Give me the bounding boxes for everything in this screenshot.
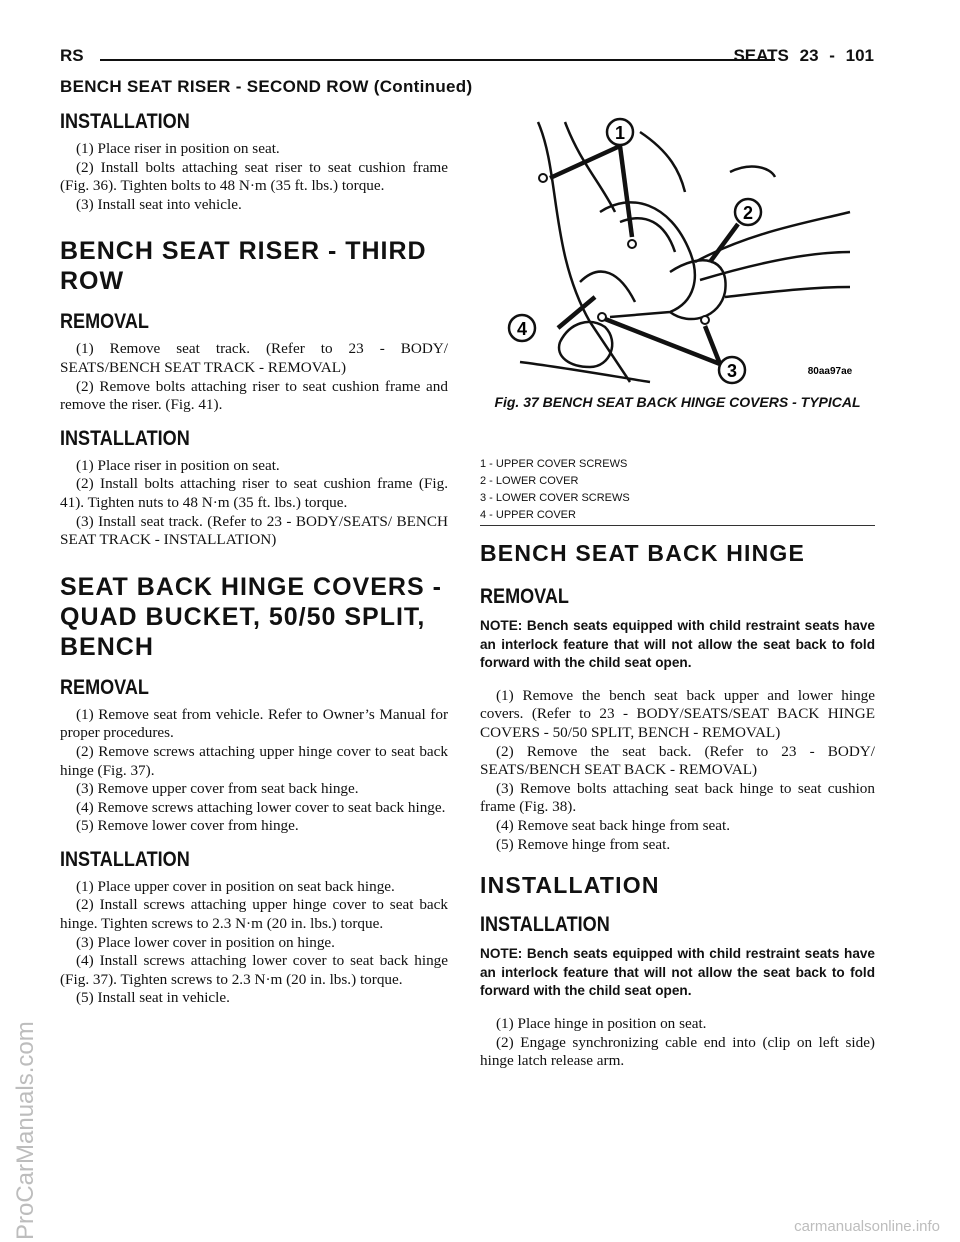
step: (3) Place lower cover in position on hinge. <box>76 933 335 951</box>
note-1: NOTE: Bench seats equipped with child restraint seats have an interlock feature that will not allow the seat back to fold forward with the child seat open. <box>480 618 875 671</box>
step: (1) Remove seat track. (Refer to 23 - BODY/ SEATS/BENCH SEAT TRACK - REMOVAL) <box>60 340 448 376</box>
header-section-code: RS <box>60 46 84 65</box>
figure-code: 80aa97ae <box>807 366 853 377</box>
hinge-cover-illustration <box>516 112 853 394</box>
continued-title: BENCH SEAT RISER - SECOND ROW (Continued) <box>60 77 473 96</box>
step: (4) Remove screws attaching lower cover to seat back hinge. <box>76 798 446 816</box>
hinge-installation-heading: INSTALLATION <box>480 913 610 937</box>
legend-item: 2 - LOWER COVER <box>480 475 579 487</box>
step: (3) Install seat track. (Refer to 23 - BODY/SEATS/ BENCH SEAT TRACK - INSTALLATION) <box>60 512 448 549</box>
callout-3-label: 3 <box>726 361 738 381</box>
step: (3) Remove bolts attaching seat back hinge to seat cushion frame (Fig. 38). <box>480 779 875 816</box>
installation-heading-1: INSTALLATION <box>60 110 190 133</box>
step: (2) Remove bolts attaching riser to seat cushion frame and remove the riser. (Fig. 41). <box>60 377 448 414</box>
hinge-covers-title: SEAT BACK HINGE COVERS - QUAD BUCKET, 50/50 SPLIT, BENCH <box>60 572 442 661</box>
step: (5) Install seat in vehicle. <box>76 989 230 1007</box>
figure-caption: Fig. 37 BENCH SEAT BACK HINGE COVERS - TYPICAL <box>494 394 861 410</box>
step: (2) Engage synchronizing cable end into (clip on left side) hinge latch release arm. <box>480 1033 875 1070</box>
header-rule <box>100 59 775 61</box>
legend-rule <box>480 525 875 526</box>
callout-4-label: 4 <box>516 319 528 339</box>
third-row-title: BENCH SEAT RISER - THIRD ROW <box>60 237 427 296</box>
legend-item: 3 - LOWER COVER SCREWS <box>480 492 630 504</box>
step: (1) Place riser in position on seat. <box>76 456 280 474</box>
side-watermark: ProCarManuals.com <box>12 1021 39 1240</box>
hinge-installation-title: INSTALLATION <box>480 872 660 899</box>
header-page-ref: SEATS 23 - 101 <box>733 46 874 65</box>
removal-heading-2: REMOVAL <box>60 310 149 334</box>
step: (3) Remove upper cover from seat back hinge. <box>76 780 359 798</box>
step: (1) Remove seat from vehicle. Refer to Owner’s Manual for proper procedures. <box>60 705 448 742</box>
installation-heading-3: INSTALLATION <box>60 847 190 871</box>
step: (5) Remove hinge from seat. <box>496 835 671 853</box>
step: (2) Remove screws attaching upper hinge cover to seat back hinge (Fig. 37). <box>60 742 448 779</box>
note-2: NOTE: Bench seats equipped with child restraint seats have an interlock feature that will not allow the seat back to fold forward with the child seat open. <box>480 946 875 999</box>
step: (1) Remove the bench seat back upper and lower hinge covers. (Refer to 23 - BODY/SEATS/SEAT BACK HINGE COVERS - 50/50 SPLIT, BENCH - REMOVAL) <box>480 686 875 741</box>
left-column <box>60 110 448 1008</box>
callout-2-label: 2 <box>742 203 754 223</box>
step: (2) Install bolts attaching seat riser to seat cushion frame (Fig. 36). Tighten bolts to 48 N·m (35 ft. lbs.) torque. <box>60 158 448 195</box>
step: (4) Install screws attaching lower cover to seat back hinge (Fig. 37). Tighten screws to 2.3 N·m (20 in. lbs.) torque. <box>60 952 448 988</box>
installation-heading-2: INSTALLATION <box>60 426 190 450</box>
step: (2) Install bolts attaching riser to seat cushion frame (Fig. 41). Tighten nuts to 48 N·m (35 ft. lbs.) torque. <box>60 475 448 511</box>
callout-1-label: 1 <box>614 123 626 143</box>
right-column <box>480 540 875 1071</box>
footer-watermark: carmanualsonline.info <box>794 1218 940 1235</box>
figure-legend <box>480 456 630 524</box>
hinge-removal-heading: REMOVAL <box>480 585 569 608</box>
step: (1) Place upper cover in position on seat back hinge. <box>76 877 395 895</box>
legend-item: 4 - UPPER COVER <box>480 509 576 521</box>
hinge-title: BENCH SEAT BACK HINGE <box>480 540 806 566</box>
step: (2) Install screws attaching upper hinge cover to seat back hinge. Tighten screws to 2.3 N·m (20 in. lbs.) torque. <box>60 896 448 933</box>
step: (5) Remove lower cover from hinge. <box>76 817 299 835</box>
step: (1) Place riser in position on seat. <box>76 140 280 157</box>
step: (3) Install seat into vehicle. <box>76 195 242 213</box>
step: (1) Place hinge in position on seat. <box>496 1014 707 1032</box>
removal-heading-3: REMOVAL <box>60 675 149 699</box>
step: (2) Remove the seat back. (Refer to 23 - BODY/ SEATS/BENCH SEAT BACK - REMOVAL) <box>480 742 875 779</box>
legend-item: 1 - UPPER COVER SCREWS <box>480 458 628 470</box>
step: (4) Remove seat back hinge from seat. <box>496 816 731 834</box>
